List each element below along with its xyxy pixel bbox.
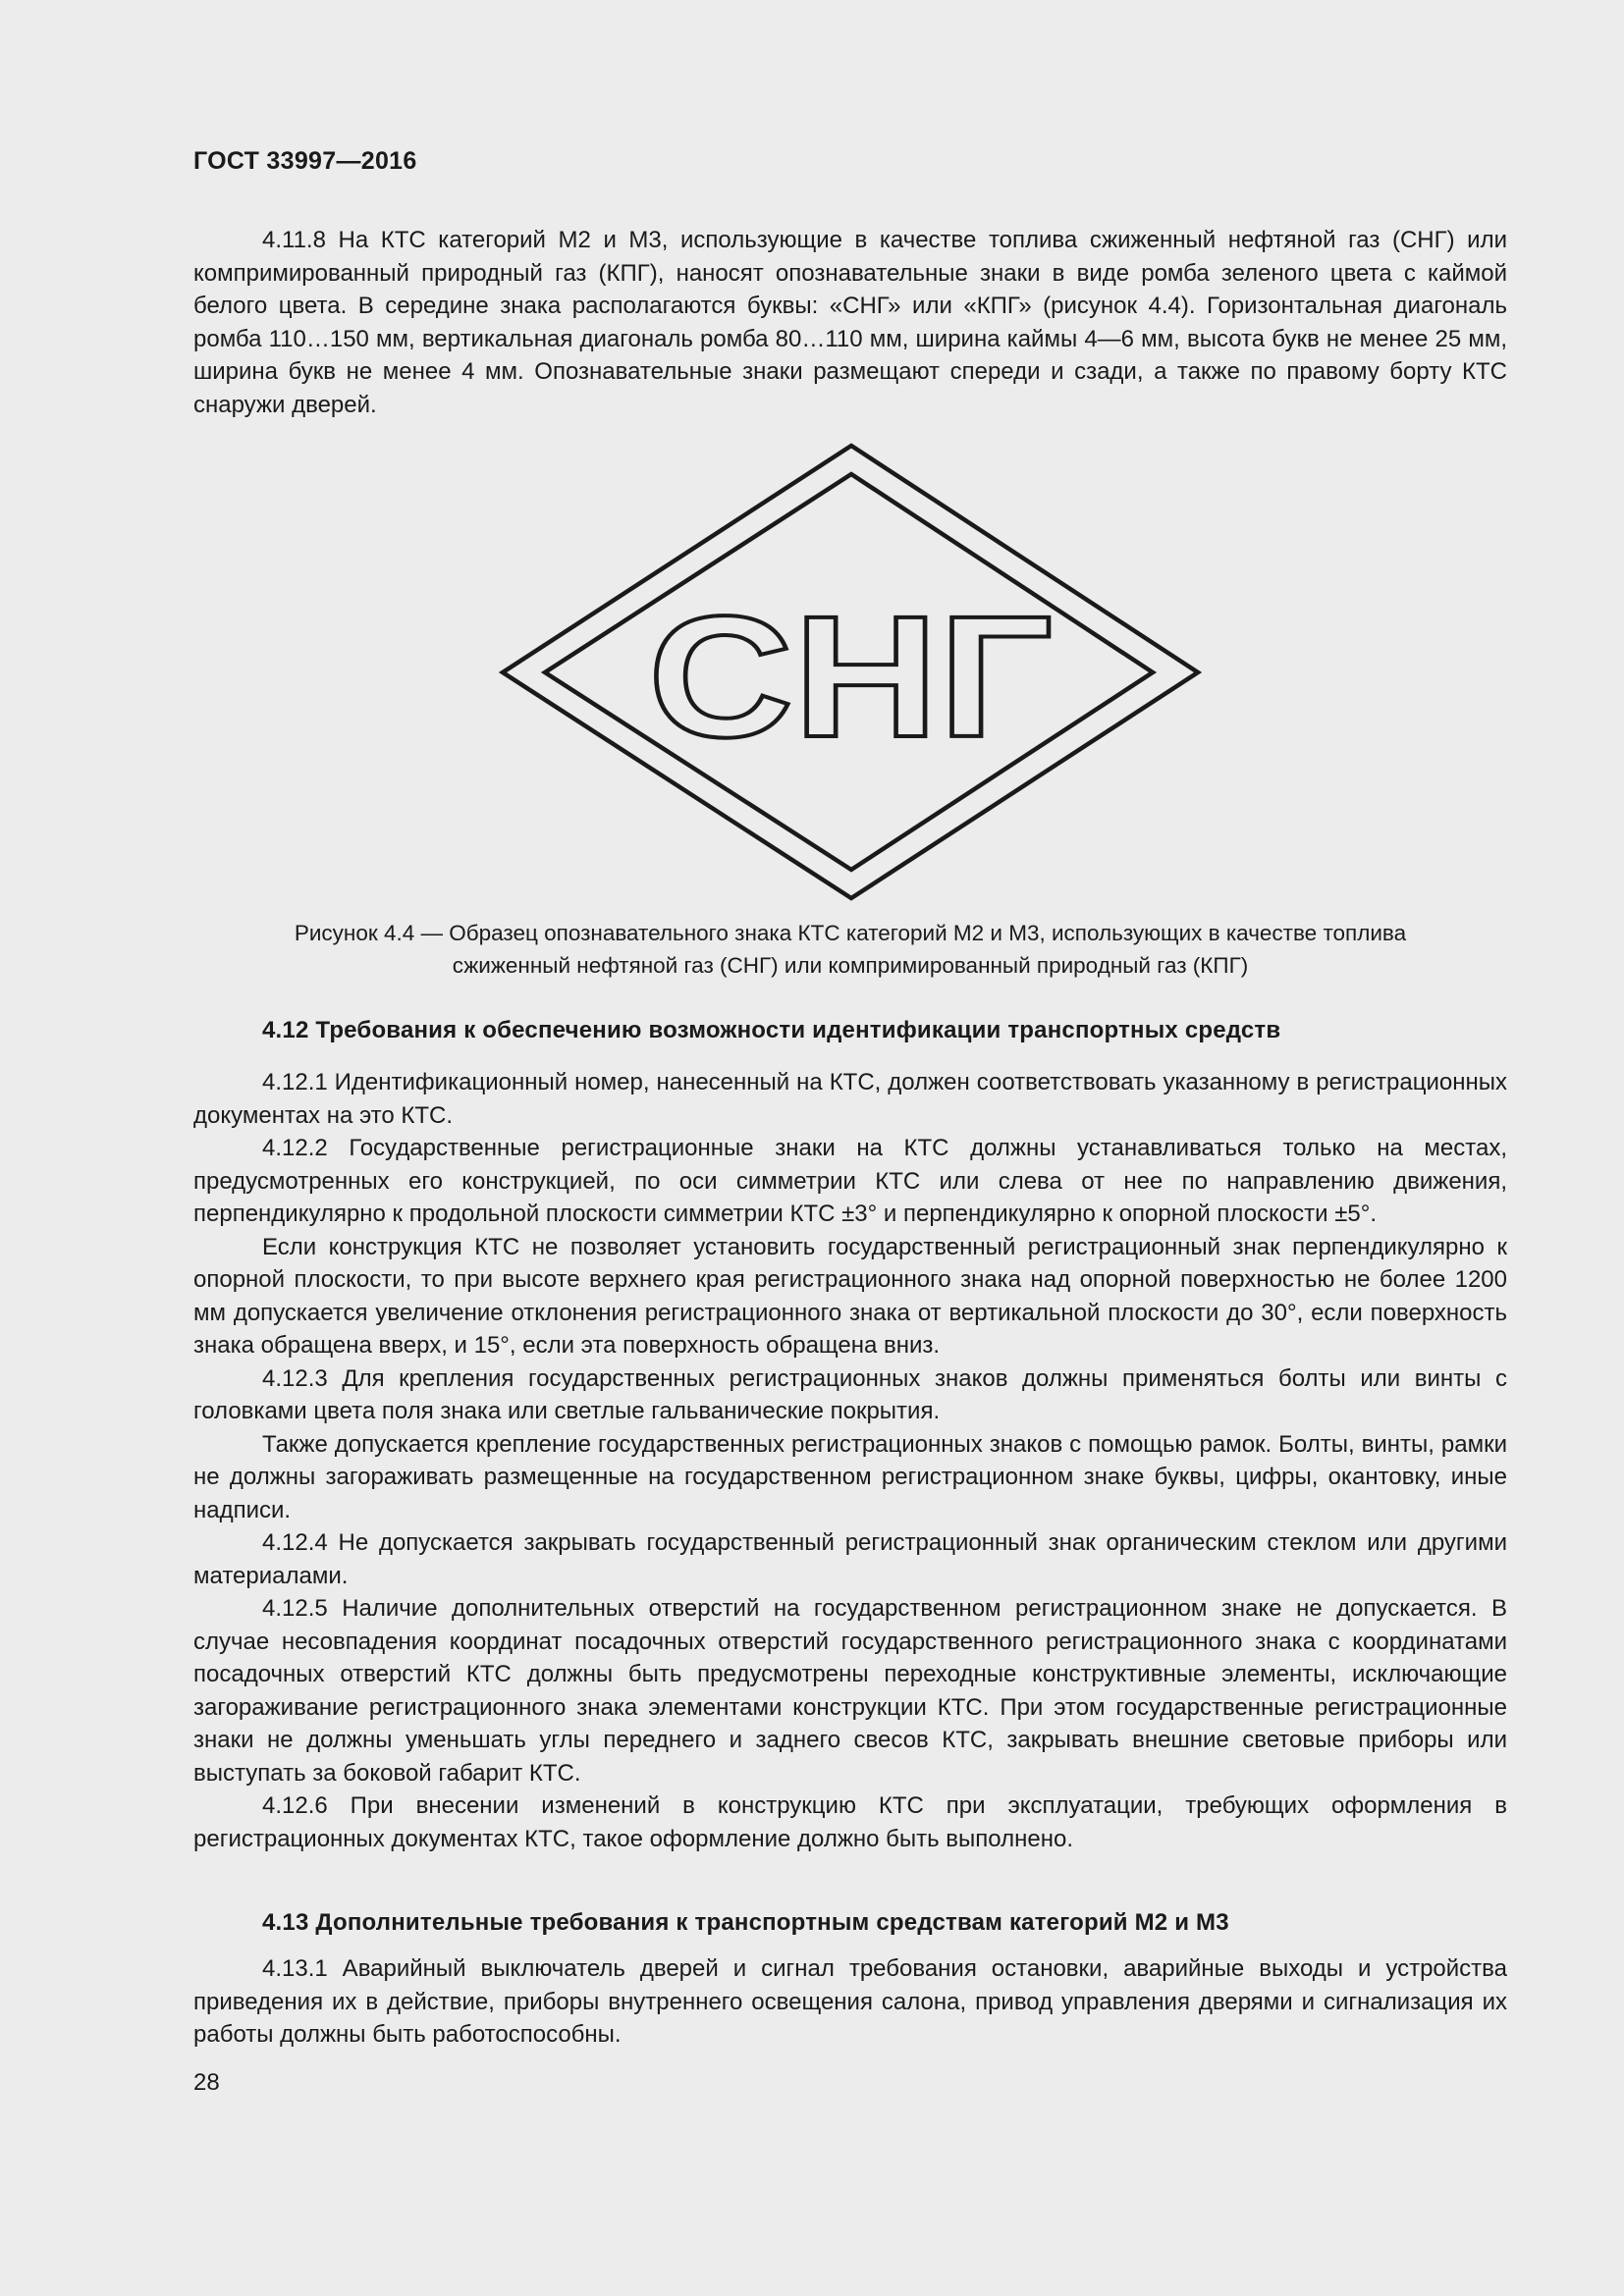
paragraph-4-12-3-cont: Также допускается крепление государственных регистрационных знаков с помощью рамок. Болты, винты, рамки не должны загораживать размещенные на государственном регистрационном знаке буквы, цифры, окантовку, иные надписи.: [193, 1430, 1507, 1523]
paragraph-4-12-4: 4.12.4 Не допускается закрывать государственный регистрационный знак органическим стеклом или другими материалами.: [193, 1529, 1507, 1589]
lpg-sign-diamond: [496, 440, 1203, 903]
paragraph-4-11-8: 4.11.8 На КТС категорий М2 и М3, использующие в качестве топлива сжиженный нефтяной газ (СНГ) или компримированный природный газ (КПГ), наносят опознавательные знаки в виде ромба зеленого цвета с каймой белого цвета. В середине знака располагаются буквы: «СНГ» или «КПГ» (рисунок 4.4). Горизонтальная диагональ ромба 110…150 мм, вертикальная диагональ ромба 80…110 мм, ширина каймы 4—6 мм, высота букв не менее 25 мм, ширина букв не менее 4 мм. Опознавательные знаки размещают спереди и сзади, а также по правому борту КТС снаружи дверей.: [193, 227, 1507, 418]
section-4-13-body: [193, 1952, 1507, 2052]
section-heading-4-12: 4.12 Требования к обеспечению возможности идентификации транспортных средств: [262, 1017, 1281, 1043]
paragraph-4-12-2-cont: Если конструкция КТС не позволяет установить государственный регистрационный знак перпендикулярно к опорной плоскости, то при высоте верхнего края регистрационного знака над опорной поверхностью не более 1200 мм допускается увеличение отклонения регистрационного знака от вертикальной плоскости до 30°, если поверхность знака обращена вверх, и 15°, если эта поверхность обращена вниз.: [193, 1233, 1507, 1359]
caption-line-2: сжиженный нефтяной газ (СНГ) или компримированный природный газ (КПГ): [452, 953, 1249, 978]
page-number: 28: [193, 2069, 220, 2096]
figure-caption: [193, 917, 1507, 982]
paragraph-4-12-2: 4.12.2 Государственные регистрационные знаки на КТС должны устанавливаться только на местах, предусмотренных его конструкцией, по оси симметрии КТС или слева от нее по направлению движения, перпендикулярно к продольной плоскости симметрии КТС ±3° и перпендикулярно к опорной плоскости ±5°.: [193, 1135, 1507, 1227]
section-heading-4-13: 4.13 Дополнительные требования к транспортным средствам категорий М2 и М3: [262, 1909, 1229, 1936]
figure-4-4: [496, 440, 1203, 903]
paragraph-4-13-1: 4.13.1 Аварийный выключатель дверей и сигнал требования остановки, аварийные выходы и устройства приведения их в действие, приборы внутреннего освещения салона, привод управления дверями и сигнализация их работы должны быть работоспособны.: [193, 1955, 1507, 2048]
paragraph-4-11-8-block: [193, 224, 1507, 421]
paragraph-4-12-5: 4.12.5 Наличие дополнительных отверстий на государственном регистрационном знаке не допускается. В случае несовпадения координат посадочных отверстий государственного регистрационного знака с координатами посадочных отверстий КТС должны быть предусмотрены переходные конструктивные элементы, исключающие загораживание регистрационного знака элементами конструкции КТС. При этом государственные регистрационные знаки не должны уменьшать углы переднего и заднего свесов КТС, закрывать внешние световые приборы или выступать за боковой габарит КТС.: [193, 1595, 1507, 1787]
sign-letters: СНГ: [648, 581, 1053, 774]
document-header: ГОСТ 33997—2016: [193, 147, 417, 175]
caption-line-1: Рисунок 4.4 — Образец опознавательного знака КТС категорий М2 и М3, использующих в качестве топлива: [294, 921, 1407, 945]
paragraph-4-12-6: 4.12.6 При внесении изменений в конструкцию КТС при эксплуатации, требующих оформления в регистрационных документах КТС, такое оформление должно быть выполнено.: [193, 1792, 1507, 1852]
paragraph-4-12-1: 4.12.1 Идентификационный номер, нанесенный на КТС, должен соответствовать указанному в регистрационных документах на это КТС.: [193, 1069, 1507, 1129]
section-4-12-body: [193, 1066, 1507, 1855]
paragraph-4-12-3: 4.12.3 Для крепления государственных регистрационных знаков должны применяться болты или винты с головками цвета поля знака или светлые гальванические покрытия.: [193, 1364, 1507, 1424]
